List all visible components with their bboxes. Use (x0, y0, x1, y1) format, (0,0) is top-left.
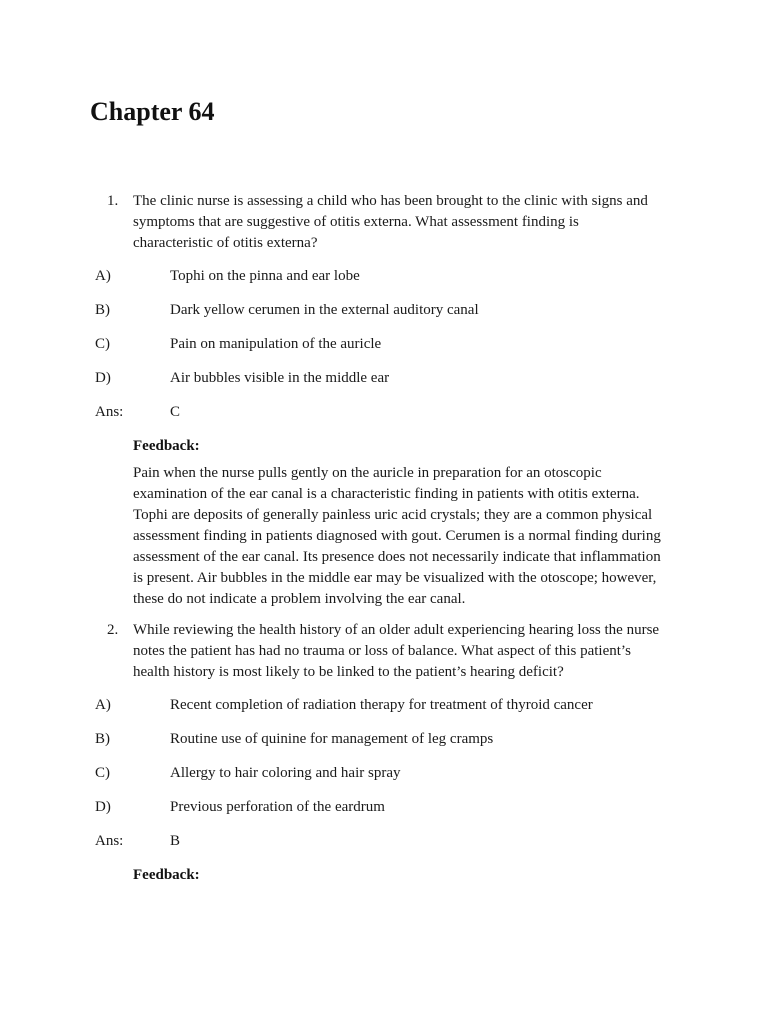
question-1-stem (107, 191, 768, 254)
question-1-feedback-text: Pain when the nurse pulls gently on the auricle in preparation for an otoscopic examination of the ear canal is a characteristic finding in patients with otitis externa. Tophi are deposits of generally painless uric acid crystals; they are a common physical assessment finding in patients diagnosed with gout. Cerumen is a normal finding during assessment of the ear canal. Its presence does not necessarily indicate that inflammation is present. Air bubbles in the middle ear may be visualized with the otoscope; however, these do not indicate a problem involving the ear canal. (133, 465, 661, 607)
question-2-option-c (95, 763, 768, 784)
option-letter: B) (95, 302, 110, 318)
question-2-text: While reviewing the health history of an older adult experiencing hearing loss the nurse notes the patient has had no trauma or loss of balance. What aspect of this patient’s health history is most likely to be linked to the patient’s hearing deficit? (133, 622, 660, 680)
option-text: Air bubbles visible in the middle ear (170, 370, 390, 386)
answer-value: B (170, 833, 181, 849)
option-letter: C) (95, 765, 110, 781)
option-letter: A) (95, 697, 111, 713)
question-2-number: 2. (107, 622, 119, 638)
option-text: Allergy to hair coloring and hair spray (170, 765, 401, 781)
option-letter: A) (95, 268, 111, 284)
question-2-option-b (95, 729, 768, 750)
question-1-number: 1. (107, 193, 119, 209)
answer-value: C (170, 404, 181, 420)
option-letter: C) (95, 336, 110, 352)
question-2-answer-row (95, 831, 768, 852)
option-text: Tophi on the pinna and ear lobe (170, 268, 360, 284)
option-text: Recent completion of radiation therapy for treatment of thyroid cancer (170, 697, 593, 713)
question-2-option-d (95, 797, 768, 818)
option-letter: D) (95, 370, 111, 386)
option-text: Previous perforation of the eardrum (170, 799, 385, 815)
question-1-answer-row (95, 402, 768, 423)
question-1-option-b (95, 300, 768, 321)
answer-label: Ans: (95, 833, 124, 849)
answer-label: Ans: (95, 404, 124, 420)
option-letter: B) (95, 731, 110, 747)
question-1-option-d (95, 368, 768, 389)
question-1-text: The clinic nurse is assessing a child who has been brought to the clinic with signs and symptoms that are suggestive of otitis externa. What assessment finding is characteristic of otitis externa? (133, 193, 648, 251)
question-1-option-a (95, 266, 768, 287)
option-text: Dark yellow cerumen in the external auditory canal (170, 302, 479, 318)
question-2-option-a (95, 695, 768, 716)
question-1-option-c (95, 334, 768, 355)
option-text: Pain on manipulation of the auricle (170, 336, 382, 352)
option-letter: D) (95, 799, 111, 815)
option-text: Routine use of quinine for management of leg cramps (170, 731, 494, 747)
question-2-block (0, 620, 768, 886)
question-1-block (0, 191, 768, 610)
question-2-feedback-label: Feedback: (133, 867, 200, 883)
question-1-feedback-label: Feedback: (133, 438, 200, 454)
question-2-stem (107, 620, 768, 683)
chapter-title: Chapter 64 (90, 97, 215, 126)
